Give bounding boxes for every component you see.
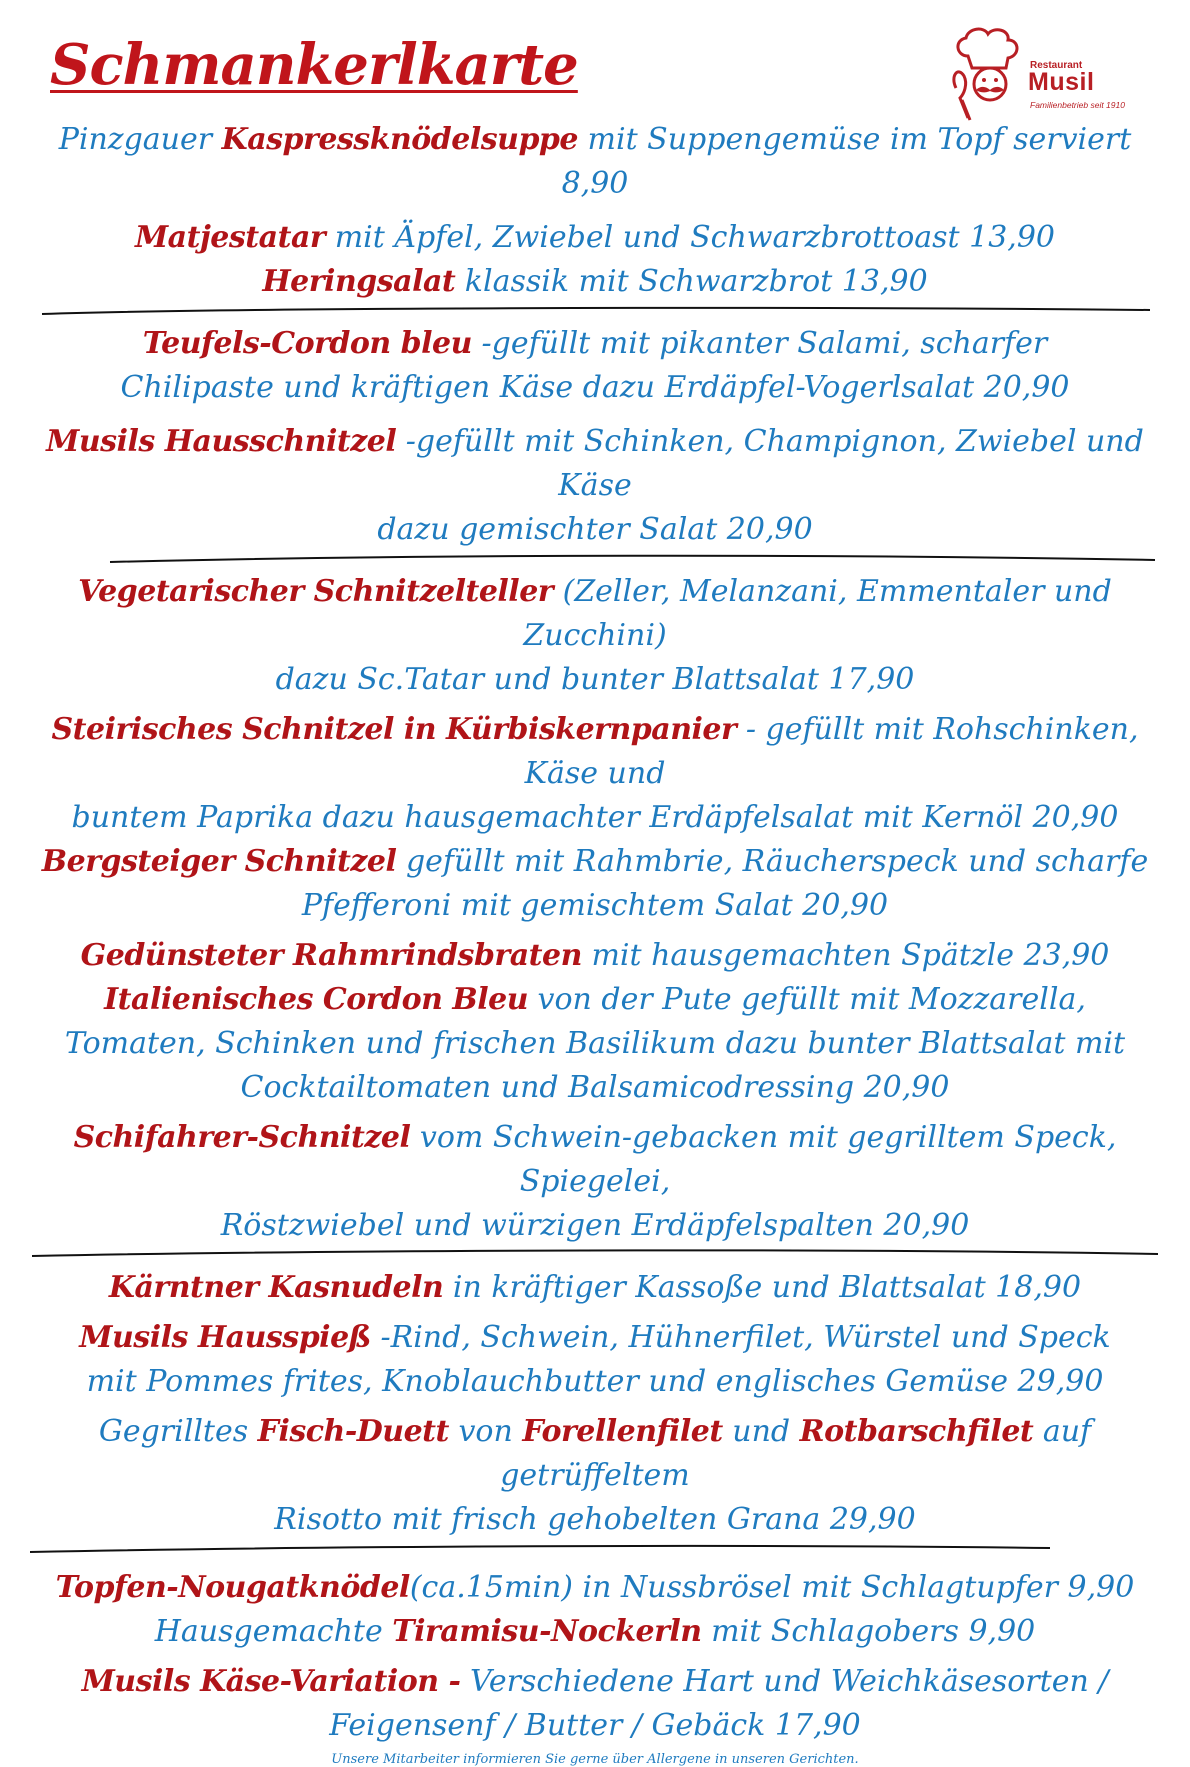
dish-description: von der Pute gefüllt mit Mozzarella, [528, 982, 1086, 1017]
dish-description: -gefüllt mit pikanter Salami, scharfer [471, 326, 1048, 361]
dish-name: Musils Hausspieß [79, 1320, 371, 1355]
item-prefix: Gegrilltes [98, 1414, 258, 1449]
dish-name: Heringsalat [262, 264, 456, 299]
logo-restaurant-label: Restaurant [1030, 60, 1083, 71]
dish-name: Topfen-Nougatknödel [55, 1570, 410, 1605]
dish-description: klassik mit Schwarzbrot 13,90 [455, 264, 928, 299]
dish-description: mit Suppengemüse im Topf serviert 8,90 [561, 122, 1132, 201]
dish-name-2: Forellenfilet [522, 1414, 723, 1449]
dish-name: Musils Hausschnitzel [46, 424, 397, 459]
dish-description: mit Äpfel, Zwiebel und Schwarzbrottoast 13,90 [325, 220, 1056, 255]
dish-description: -gefüllt mit Schinken, Champignon, Zwiebel und Käse [396, 424, 1144, 503]
menu-item [30, 1266, 1160, 1310]
dish-name: Italienisches Cordon Bleu [104, 982, 529, 1017]
menu-item [30, 1566, 1160, 1610]
dish-description-line2: Risotto mit frisch gehobelten Grana 29,90 [274, 1502, 916, 1537]
section-divider [30, 304, 1160, 322]
dish-name: Teufels-Cordon bleu [142, 326, 472, 361]
dish-name: Kärntner Kasnudeln [108, 1270, 444, 1305]
dish-description: (Zeller, Melanzani, Emmentaler und Zucchini) [523, 574, 1112, 653]
menu-item [30, 978, 1160, 1110]
dish-name: Schifahrer-Schnitzel [73, 1120, 411, 1155]
dish-name: Bergsteiger Schnitzel [41, 844, 397, 879]
dish-description: (ca.15min) in Nussbrösel mit Schlagtupfer 9,90 [409, 1570, 1135, 1605]
section-divider [30, 1542, 1160, 1560]
logo-tagline: Familienbetrieb seit 1910 [1030, 100, 1125, 110]
dish-description-line2: dazu gemischter Salat 20,90 [377, 512, 813, 547]
allergen-footnote: Unsere Mitarbeiter informieren Sie gerne über Allergene in unseren Gerichten. [331, 1752, 859, 1767]
menu-item [30, 260, 1160, 304]
menu-item [30, 1316, 1160, 1404]
dish-description-line2: Röstzwiebel und würzigen Erdäpfelspalten 20,90 [220, 1208, 970, 1243]
menu-item [30, 1660, 1160, 1748]
logo-name: Musil [1028, 68, 1095, 96]
item-connector: von [448, 1414, 523, 1449]
menu-item [30, 708, 1160, 840]
dish-name: Vegetarischer Schnitzelteller [78, 574, 554, 609]
menu-item [30, 1116, 1160, 1248]
item-prefix: Pinzgauer [58, 122, 222, 157]
menu-item [30, 322, 1160, 410]
item-prefix: Hausgemachte [154, 1614, 393, 1649]
dish-description: vom Schwein-gebacken mit gegrilltem Speck, Spiegelei, [410, 1120, 1117, 1199]
dish-description-line2: dazu Sc.Tatar und bunter Blattsalat 17,90 [275, 662, 915, 697]
menu-item [30, 840, 1160, 928]
section-divider [30, 552, 1160, 570]
dish-description-line2: mit Pommes frites, Knoblauchbutter und englisches Gemüse 29,90 [86, 1364, 1104, 1399]
menu-item [30, 570, 1160, 702]
dish-description: gefüllt mit Rahmbrie, Räucherspeck und scharfe [396, 844, 1149, 879]
dish-description: Verschiedene Hart und Weichkäsesorten / [460, 1664, 1109, 1699]
dish-description-line2: Pfefferoni mit gemischtem Salat 20,90 [301, 888, 889, 923]
dish-name: Tiramisu-Nockerln [392, 1614, 702, 1649]
dish-description-line2: Tomaten, Schinken und frischen Basilikum dazu bunter Blattsalat mit [64, 1026, 1126, 1061]
menu-item [30, 1410, 1160, 1542]
dish-description: -Rind, Schwein, Hühnerfilet, Würstel und Speck [370, 1320, 1111, 1355]
page-title: Schmankerlkarte [50, 32, 578, 98]
menu-list [30, 118, 1160, 1767]
dish-description: auf getrüffeltem [500, 1414, 1092, 1493]
dish-name: Musils Käse-Variation - [81, 1664, 461, 1699]
dish-name: Matjestatar [134, 220, 326, 255]
section-divider [30, 1248, 1160, 1266]
dish-name: Fisch-Duett [257, 1414, 449, 1449]
menu-item [30, 1610, 1160, 1654]
menu-item [30, 216, 1160, 260]
dish-name: Kaspressknödelsuppe [221, 122, 578, 157]
dish-description-line3: Cocktailtomaten und Balsamicodressing 20,90 [240, 1070, 950, 1105]
chef-icon [948, 26, 1038, 126]
dish-description: mit Schlagobers 9,90 [701, 1614, 1036, 1649]
dish-description-line2: buntem Paprika dazu hausgemachter Erdäpfelsalat mit Kernöl 20,90 [71, 800, 1119, 835]
dish-name: Steirisches Schnitzel in Kürbiskernpanier [51, 712, 737, 747]
dish-description: mit hausgemachten Spätzle 23,90 [581, 938, 1110, 973]
dish-name: Gedünsteter Rahmrindsbraten [80, 938, 582, 973]
dish-description-line2: Feigensenf / Butter / Gebäck 17,90 [329, 1708, 861, 1743]
item-connector-2: und [722, 1414, 800, 1449]
dish-name-3: Rotbarschfilet [799, 1414, 1034, 1449]
menu-item [30, 934, 1160, 978]
dish-description: in kräftiger Kassoße und Blattsalat 18,90 [443, 1270, 1082, 1305]
dish-description: - gefüllt mit Rohschinken, Käse und [524, 712, 1139, 791]
menu-item [30, 420, 1160, 552]
menu-item [30, 118, 1160, 206]
restaurant-logo [948, 26, 1168, 126]
dish-description-line2: Chilipaste und kräftigen Käse dazu Erdäpfel-Vogerlsalat 20,90 [120, 370, 1070, 405]
